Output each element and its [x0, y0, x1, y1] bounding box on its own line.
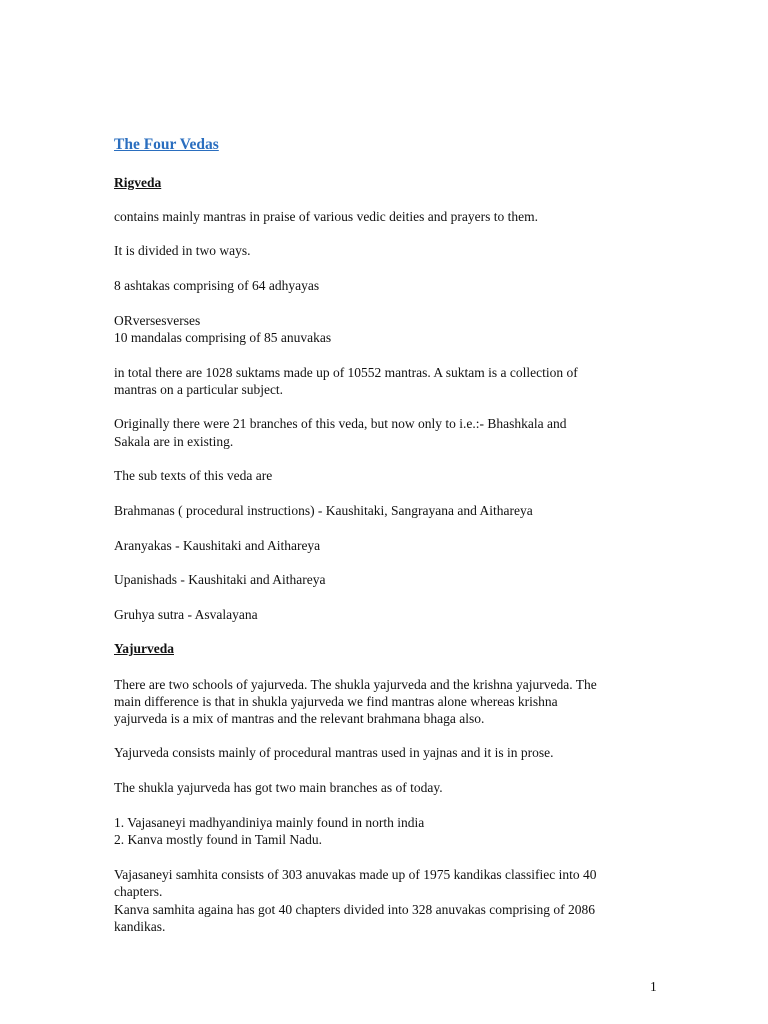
rigveda-gruhya: Gruhya sutra - Asvalayana	[114, 607, 258, 622]
yajurveda-schools-line-2: main difference is that in shukla yajurveda we find mantras alone whereas krishna	[114, 694, 558, 709]
rigveda-total-line-1: in total there are 1028 suktams made up of 10552 mantras. A suktam is a collection of	[114, 365, 578, 380]
yajurveda-kanva-line-2: kandikas.	[114, 919, 166, 934]
rigveda-subtexts: The sub texts of this veda are	[114, 468, 273, 483]
rigveda-upanishads: Upanishads - Kaushitaki and Aithareya	[114, 572, 326, 587]
rigveda-or-line: ORversesverses	[114, 313, 201, 328]
yajurveda-consists: Yajurveda consists mainly of procedural mantras used in yajnas and it is in prose.	[114, 745, 554, 760]
rigveda-heading: Rigveda	[114, 175, 162, 190]
rigveda-brahmanas: Brahmanas ( procedural instructions) - Kaushitaki, Sangrayana and Aithareya	[114, 503, 533, 518]
rigveda-intro: contains mainly mantras in praise of various vedic deities and prayers to them.	[114, 209, 539, 224]
yajurveda-schools-line-1: There are two schools of yajurveda. The shukla yajurveda and the krishna yajurveda. The	[114, 677, 597, 692]
yajurveda-vajasaneyi-line-1: Vajasaneyi samhita consists of 303 anuvakas made up of 1975 kandikas classifiec into 40	[114, 867, 597, 882]
yajurveda-heading: Yajurveda	[114, 641, 174, 656]
rigveda-mandalas: 10 mandalas comprising of 85 anuvakas	[114, 330, 332, 345]
document-title: The Four Vedas	[114, 136, 219, 153]
rigveda-aranyakas: Aranyakas - Kaushitaki and Aithareya	[114, 538, 321, 553]
rigveda-branches-line-2: Sakala are in existing.	[114, 434, 234, 449]
yajurveda-branch-2: 2. Kanva mostly found in Tamil Nadu.	[114, 832, 323, 847]
yajurveda-shukla-branches: The shukla yajurveda has got two main branches as of today.	[114, 780, 443, 795]
rigveda-divided: It is divided in two ways.	[114, 243, 251, 258]
yajurveda-schools-line-3: yajurveda is a mix of mantras and the relevant brahmana bhaga also.	[114, 711, 485, 726]
yajurveda-vajasaneyi-line-2: chapters.	[114, 884, 163, 899]
yajurveda-kanva-line-1: Kanva samhita againa has got 40 chapters divided into 328 anuvakas comprising of 2086	[114, 902, 596, 917]
rigveda-branches-line-1: Originally there were 21 branches of this veda, but now only to i.e.:- Bhashkala and	[114, 416, 567, 431]
yajurveda-branch-1: 1. Vajasaneyi madhyandiniya mainly found in north india	[114, 815, 425, 830]
rigveda-ashtakas: 8 ashtakas comprising of 64 adhyayas	[114, 278, 320, 293]
rigveda-total-line-2: mantras on a particular subject.	[114, 382, 284, 397]
page-number: 1	[650, 979, 657, 994]
